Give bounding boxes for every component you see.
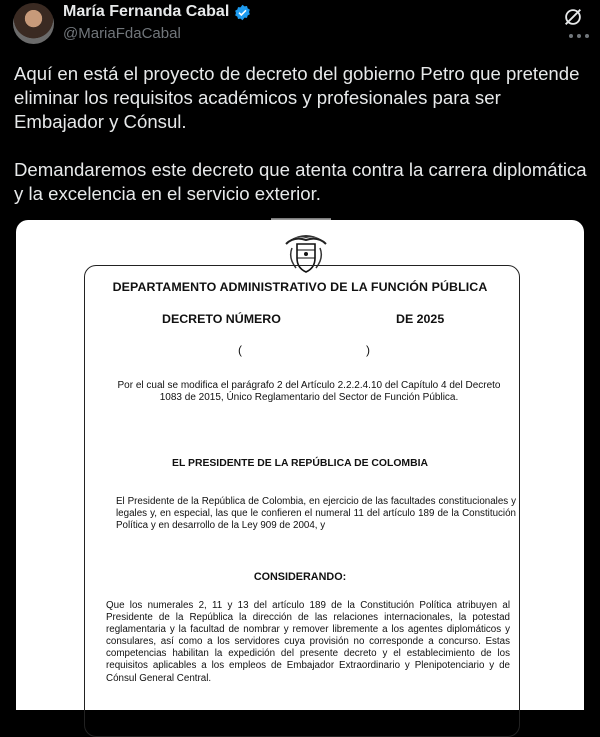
- tweet-paragraph-2: Demandaremos este decreto que atenta contra la carrera diplomática y la excelencia en el servicio exterior.: [14, 159, 587, 204]
- author-row: [63, 3, 251, 21]
- document-department: DEPARTAMENTO ADMINISTRATIVO DE LA FUNCIÓN PÚBLICA: [112, 280, 488, 294]
- grok-icon[interactable]: [562, 6, 584, 28]
- decree-paren-close: ): [366, 343, 370, 357]
- attached-document-image[interactable]: [16, 216, 584, 710]
- decree-intro: Por el cual se modifica el parágrafo 2 del Artículo 2.2.2.4.10 del Capítulo 4 del Decreto 1083 de 2015, Único Reglamentario del Sector de Función Pública.: [117, 380, 501, 403]
- considerando-heading: CONSIDERANDO:: [253, 571, 347, 583]
- decree-paren-open: (: [238, 343, 242, 357]
- document-top-mark: ▬▬▬▬▬▬▬▬▬▬: [271, 216, 331, 222]
- more-icon[interactable]: [568, 33, 590, 39]
- decree-year: DE 2025: [396, 312, 445, 326]
- faculties-paragraph: El Presidente de la República de Colombia, en ejercicio de las facultades constitucionales y legales y, en especial, las que le confieren el numeral 11 del artículo 189 de la Constitución Política y en desarrollo de la Ley 909 de 2004, y: [116, 496, 516, 532]
- tweet-paragraph-1: Aquí en está el proyecto de decreto del gobierno Petro que pretende eliminar los requisitos académicos y profesionales para ser Embajador y Cónsul.: [14, 63, 580, 132]
- decree-number-label: DECRETO NÚMERO: [162, 312, 281, 326]
- tweet-text: [14, 62, 592, 206]
- verified-badge-icon: [234, 4, 251, 21]
- author-name[interactable]: María Fernanda Cabal: [63, 3, 230, 20]
- considerando-paragraph: Que los numerales 2, 11 y 13 del artículo 189 de la Constitución Política atribuyen al Presidente de la República la dirección de las relaciones internacionales, la potestad reglamentaria y la facultad de nombrar y remover libremente a los agentes diplomáticos y consulares, así como a los servidores cuya provisión no corresponde a concurso. Estas competencias habilitan la expedición del presente decreto y el establecimiento de los requisitos aplicables a los empleos de Embajador Extraordinario y Plenipotenciario y de Cónsul General Central.: [106, 600, 510, 684]
- avatar[interactable]: [13, 3, 54, 44]
- author-handle[interactable]: @MariaFdaCabal: [63, 25, 181, 42]
- president-heading: EL PRESIDENTE DE LA REPÚBLICA DE COLOMBIA: [172, 458, 428, 469]
